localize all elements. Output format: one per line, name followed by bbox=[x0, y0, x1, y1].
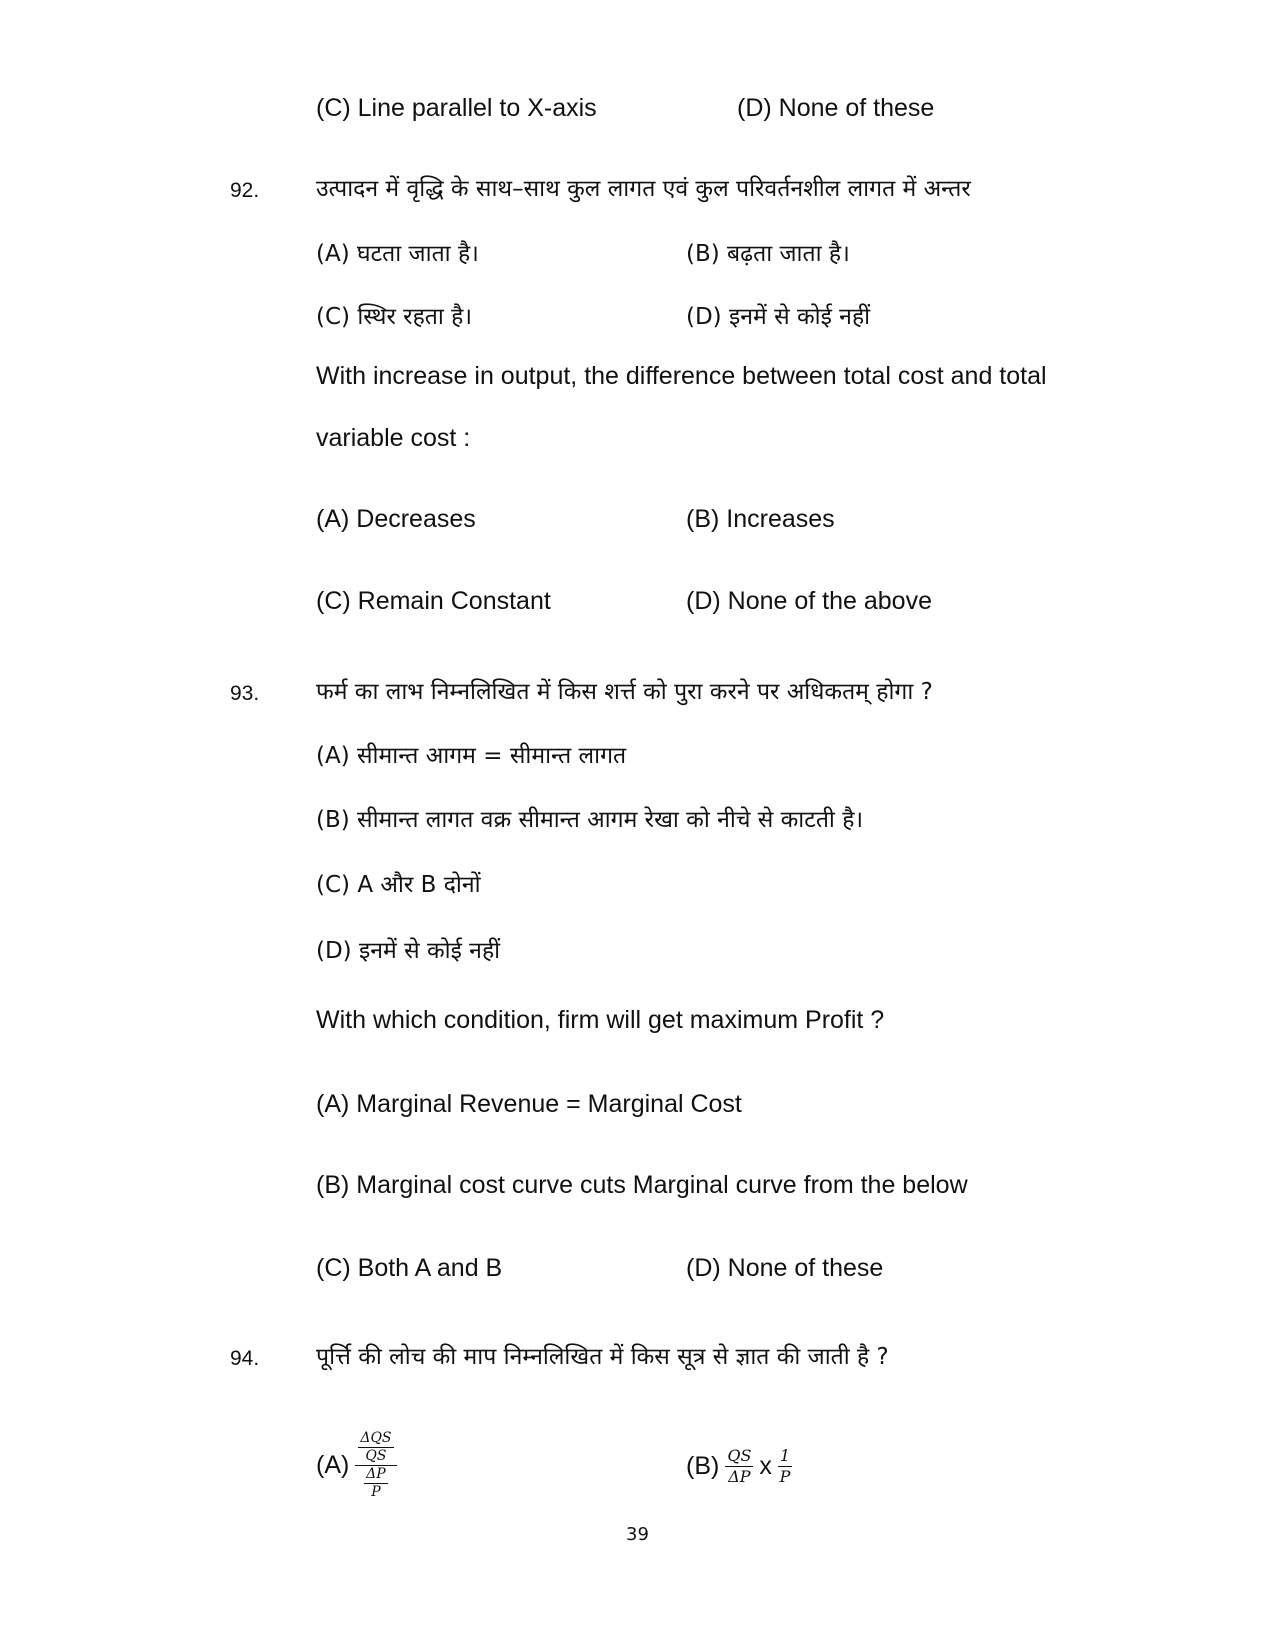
q93-hindi-question: फर्म का लाभ निम्नलिखित में किस शर्त्त को पुरा करने पर अधिकतम् होगा ? bbox=[316, 679, 933, 705]
q92-english-option-c: (C) Remain Constant bbox=[316, 587, 551, 615]
q93-english-option-a: (A) Marginal Revenue = Marginal Cost bbox=[316, 1090, 742, 1118]
q93-hindi-option-a: (A) सीमान्त आगम = सीमान्त लागत bbox=[316, 743, 627, 769]
q92-english-question-line1: With increase in output, the difference between total cost and total bbox=[316, 362, 1047, 390]
q94-hindi-question: पूर्त्ति की लोच की माप निम्नलिखित में किस सूत्र से ज्ञात की जाती है ? bbox=[316, 1344, 889, 1370]
page-number: 39 bbox=[626, 1524, 649, 1545]
q94-option-b-fraction-2 bbox=[778, 1446, 792, 1487]
q93-hindi-option-c: (C) A और B दोनों bbox=[316, 872, 481, 898]
q94-option-a-outer-denominator bbox=[355, 1466, 396, 1501]
question-number-94: 94. bbox=[230, 1347, 260, 1370]
q93-english-option-b: (B) Marginal cost curve cuts Marginal curve from the below bbox=[316, 1171, 968, 1199]
q93-hindi-option-b: (B) सीमान्त लागत वक्र सीमान्त आगम रेखा को नीचे से काटती है। bbox=[316, 807, 864, 833]
q94-option-b-times: x bbox=[759, 1451, 772, 1480]
q93-english-question: With which condition, firm will get maximum Profit ? bbox=[316, 1006, 885, 1034]
q93-english-option-d: (D) None of these bbox=[686, 1254, 884, 1282]
q94-option-a-formula bbox=[355, 1430, 396, 1501]
question-number-92: 92. bbox=[230, 179, 260, 202]
q94-option-a-outer-numerator bbox=[355, 1430, 396, 1466]
q94-option-b-frac2-denominator: P bbox=[779, 1466, 791, 1486]
q94-option-a bbox=[316, 1420, 397, 1510]
q94-option-a-inner-denominator: QS bbox=[365, 1447, 387, 1464]
q94-option-a-label: (A) bbox=[316, 1450, 350, 1479]
q94-option-b-label: (B) bbox=[686, 1451, 720, 1480]
q94-option-b-fraction-1 bbox=[725, 1446, 753, 1487]
q92-hindi-question: उत्पादन में वृद्धि के साथ–साथ कुल लागत एवं कुल परिवर्तनशील लागत में अन्तर bbox=[316, 176, 971, 202]
question-number-93: 93. bbox=[230, 682, 260, 705]
prev-question-option-d: (D) None of these bbox=[737, 94, 935, 122]
q94-option-a-lower-denominator: P bbox=[371, 1483, 381, 1500]
q92-english-option-b: (B) Increases bbox=[686, 505, 835, 533]
q92-hindi-option-c: (C) स्थिर रहता है। bbox=[316, 304, 473, 330]
q92-english-option-a: (A) Decreases bbox=[316, 505, 476, 533]
q92-hindi-option-d: (D) इनमें से कोई नहीं bbox=[686, 304, 871, 330]
q92-english-question-line2: variable cost : bbox=[316, 424, 471, 452]
q94-option-a-inner-numerator: ΔQS bbox=[360, 1429, 392, 1446]
q92-english-option-d: (D) None of the above bbox=[686, 587, 932, 615]
q92-hindi-option-a: (A) घटता जाता है। bbox=[316, 241, 479, 267]
q94-option-b-frac1-denominator: ΔP bbox=[728, 1466, 751, 1486]
q93-english-option-c: (C) Both A and B bbox=[316, 1254, 503, 1282]
q94-option-b bbox=[686, 1438, 792, 1494]
q92-hindi-option-b: (B) बढ़ता जाता है। bbox=[686, 241, 850, 267]
q94-option-b-frac1-numerator: QS bbox=[727, 1445, 752, 1465]
q93-hindi-option-d: (D) इनमें से कोई नहीं bbox=[316, 938, 501, 964]
q94-option-a-lower-numerator: ΔP bbox=[366, 1465, 386, 1482]
prev-question-option-c: (C) Line parallel to X-axis bbox=[316, 94, 597, 122]
q94-option-b-frac2-numerator: 1 bbox=[779, 1445, 791, 1465]
